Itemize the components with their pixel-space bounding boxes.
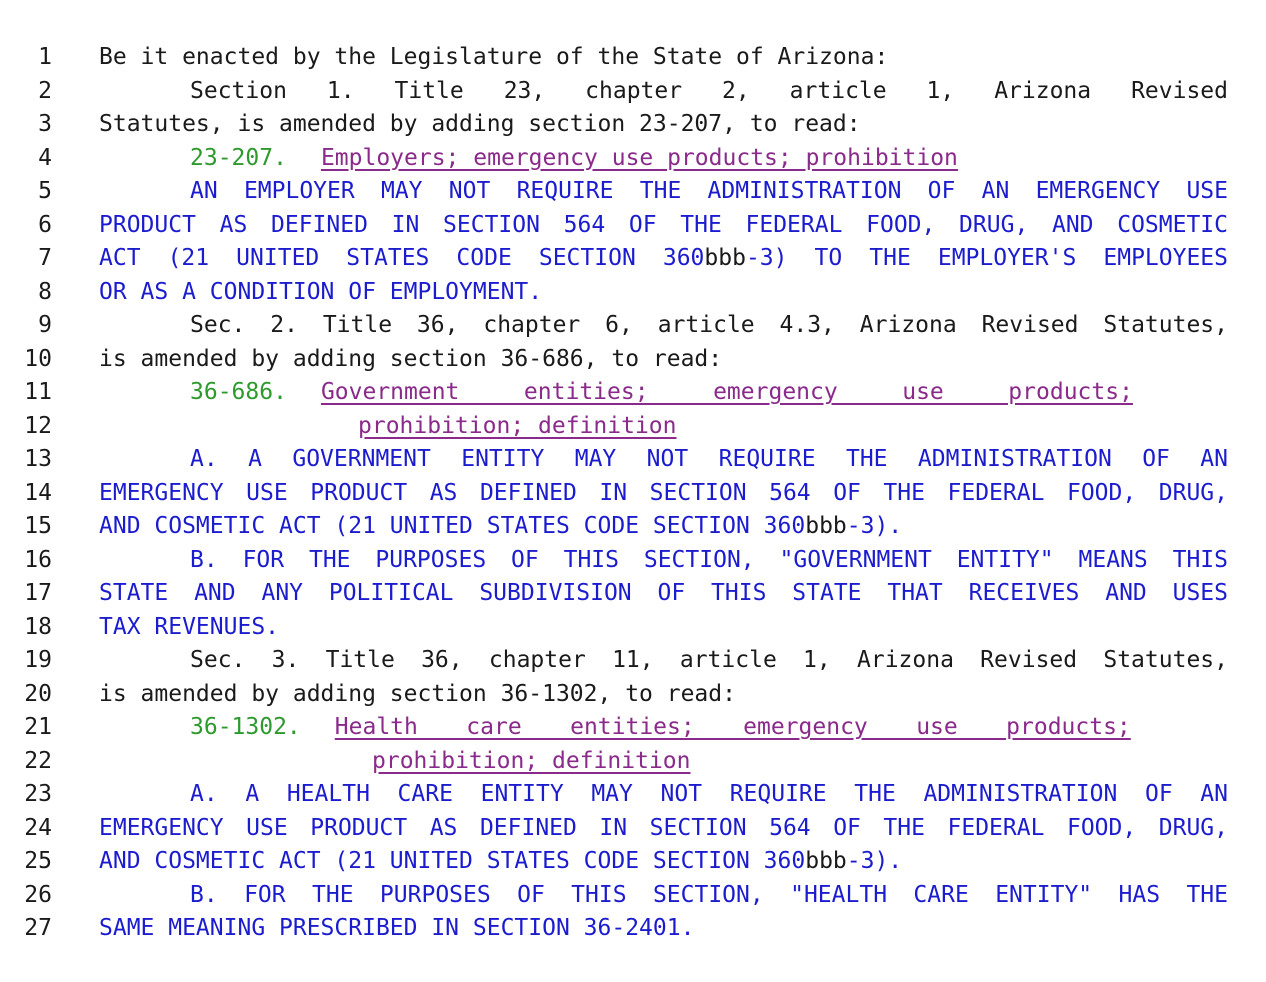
section-heading: [190, 142, 1228, 176]
line-text: Statutes, is amended by adding section 23-207, to read:: [99, 111, 861, 137]
text-part: -3) TO THE EMPLOYER'S EMPLOYEES: [745, 245, 1228, 271]
line-text: A. A HEALTH CARE ENTITY MAY NOT REQUIRE THE ADMINISTRATION OF AN: [190, 781, 1228, 807]
line-18: [0, 611, 1266, 645]
line-number: 16: [24, 546, 52, 573]
line-10: [0, 343, 1266, 377]
line-text: SAME MEANING PRESCRIBED IN SECTION 36-2401.: [99, 915, 695, 941]
line-text: TAX REVENUES.: [99, 613, 280, 640]
line-21: [0, 711, 1266, 745]
line-number: 24: [24, 814, 52, 841]
line-text: Sec. 2. Title 36, chapter 6, article 4.3, Arizona Revised Statutes,: [190, 312, 1228, 338]
line-27: [0, 912, 1266, 946]
line-number: 2: [38, 77, 52, 104]
line-text: Sec. 3. Title 36, chapter 11, article 1, Arizona Revised Statutes,: [190, 647, 1228, 673]
line-1: [0, 41, 1266, 75]
section-number: 36-686.: [190, 379, 287, 405]
text-part: ACT (21 UNITED STATES CODE SECTION 360: [99, 245, 705, 271]
line-number: 15: [24, 513, 52, 539]
line-text: AN EMPLOYER MAY NOT REQUIRE THE ADMINISTRATION OF AN EMERGENCY USE: [190, 178, 1228, 204]
line-text: [99, 845, 1228, 879]
section-number: 36-1302.: [190, 714, 301, 740]
line-text: [99, 510, 1228, 544]
text-part: bbb: [805, 513, 847, 539]
line-11: [0, 376, 1266, 410]
line-number: 10: [24, 345, 52, 372]
line-text: A. A GOVERNMENT ENTITY MAY NOT REQUIRE THE ADMINISTRATION OF AN: [190, 446, 1228, 472]
line-16: [0, 544, 1266, 578]
line-text: STATE AND ANY POLITICAL SUBDIVISION OF THIS STATE THAT RECEIVES AND USES: [99, 580, 1228, 606]
line-number: 8: [38, 278, 52, 305]
bill-document: [0, 41, 1266, 946]
line-number: 26: [24, 881, 52, 908]
text-part: AND COSMETIC ACT (21 UNITED STATES CODE SECTION 360: [99, 513, 806, 539]
line-number: 14: [24, 479, 52, 506]
line-4: [0, 142, 1266, 176]
line-number: 1: [38, 44, 52, 70]
line-number: 20: [24, 680, 52, 707]
line-13: [0, 443, 1266, 477]
line-7: [0, 242, 1266, 276]
line-number: 11: [24, 379, 52, 405]
line-number: 22: [24, 747, 52, 774]
line-26: [0, 879, 1266, 913]
line-3: [0, 108, 1266, 142]
line-text: EMERGENCY USE PRODUCT AS DEFINED IN SECTION 564 OF THE FEDERAL FOOD, DRUG,: [99, 479, 1228, 506]
line-text: B. FOR THE PURPOSES OF THIS SECTION, "GOVERNMENT ENTITY" MEANS THIS: [190, 546, 1228, 573]
line-2: [0, 75, 1266, 109]
line-17: [0, 577, 1266, 611]
section-title: Employers; emergency use products; prohibition: [320, 144, 958, 171]
line-12: [0, 410, 1266, 444]
line-9: [0, 309, 1266, 343]
line-text: B. FOR THE PURPOSES OF THIS SECTION, "HEALTH CARE ENTITY" HAS THE: [190, 881, 1228, 908]
line-number: 4: [38, 144, 52, 171]
line-number: 12: [24, 412, 52, 439]
line-number: 19: [24, 647, 52, 673]
line-number: 17: [24, 580, 52, 606]
line-text: is amended by adding section 36-686, to read:: [99, 345, 723, 372]
section-heading: [190, 711, 1138, 745]
section-title: Government entities; emergency use products;: [320, 379, 1133, 405]
line-text: Section 1. Title 23, chapter 2, article 1, Arizona Revised: [190, 77, 1228, 104]
line-22: [0, 745, 1266, 779]
line-number: 27: [24, 915, 52, 941]
section-title: prohibition; definition: [372, 747, 691, 774]
line-number: 25: [24, 848, 52, 874]
line-8: [0, 276, 1266, 310]
line-25: [0, 845, 1266, 879]
line-text: PRODUCT AS DEFINED IN SECTION 564 OF THE FEDERAL FOOD, DRUG, AND COSMETIC: [99, 211, 1228, 238]
line-number: 7: [38, 245, 52, 271]
line-15: [0, 510, 1266, 544]
line-20: [0, 678, 1266, 712]
section-title: Health care entities; emergency use products;: [334, 714, 1131, 740]
line-number: 9: [38, 312, 52, 338]
line-number: 6: [38, 211, 52, 238]
line-text: Be it enacted by the Legislature of the State of Arizona:: [99, 44, 889, 70]
line-number: 23: [24, 781, 52, 807]
text-part: -3).: [846, 513, 903, 539]
text-part: bbb: [805, 848, 847, 874]
line-5: [0, 175, 1266, 209]
line-text: OR AS A CONDITION OF EMPLOYMENT.: [99, 278, 543, 305]
line-number: 21: [24, 714, 52, 740]
line-number: 13: [24, 446, 52, 472]
line-number: 5: [38, 178, 52, 204]
text-part: -3).: [846, 848, 903, 874]
text-part: AND COSMETIC ACT (21 UNITED STATES CODE SECTION 360: [99, 848, 806, 874]
line-14: [0, 477, 1266, 511]
line-text: [99, 242, 1228, 276]
line-23: [0, 778, 1266, 812]
section-heading: [190, 376, 1138, 410]
line-6: [0, 209, 1266, 243]
line-number: 18: [24, 613, 52, 640]
line-19: [0, 644, 1266, 678]
section-title: prohibition; definition: [358, 412, 677, 439]
line-24: [0, 812, 1266, 846]
line-number: 3: [38, 111, 52, 137]
line-text: is amended by adding section 36-1302, to read:: [99, 680, 736, 707]
text-part: bbb: [704, 245, 746, 271]
line-text: EMERGENCY USE PRODUCT AS DEFINED IN SECTION 564 OF THE FEDERAL FOOD, DRUG,: [99, 814, 1228, 841]
section-number: 23-207.: [190, 144, 287, 171]
